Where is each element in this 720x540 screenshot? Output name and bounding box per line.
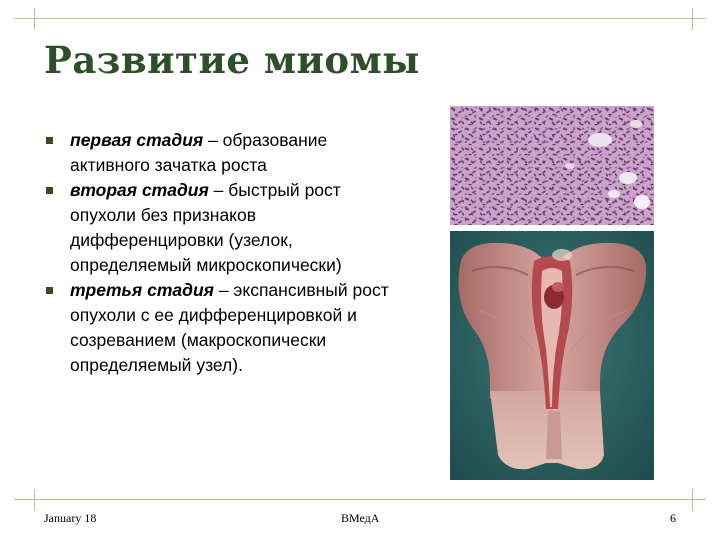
frame-top-left-tick [34,8,35,30]
bullet-list [44,128,410,378]
square-bullet-icon [46,287,53,294]
bullet-term: вторая стадия [70,180,209,200]
bullet-term: первая стадия [70,130,204,150]
uterus-specimen-image [450,231,654,480]
frame-bottom-left-tick [34,489,35,511]
bullet-text: – образование активного зачатка роста [70,130,328,175]
bullet-item [44,278,410,378]
frame-bottom-line [14,499,706,500]
footer-date: January 18 [44,511,97,525]
square-bullet-icon [46,187,53,194]
footer-organization: ВМедА [341,511,380,525]
histology-image [450,106,654,225]
page-number: 6 [670,511,676,525]
frame-top-line [14,18,706,19]
frame-bottom-right-tick [692,489,693,511]
square-bullet-icon [46,137,53,144]
bullet-item [44,128,410,178]
bullet-term: третья стадия [70,280,214,300]
bullet-text: – экспансивный рост опухоли с ее дифференцировкой и созреванием (макроскопически определяемый узел). [70,280,389,375]
frame-top-right-tick [692,8,693,30]
bullet-item [44,178,410,278]
bullet-text: – быстрый рост опухоли без признаков дифференцировки (узелок, определяемый микроскопически) [70,180,342,275]
slide-title: Развитие миомы [44,38,420,82]
